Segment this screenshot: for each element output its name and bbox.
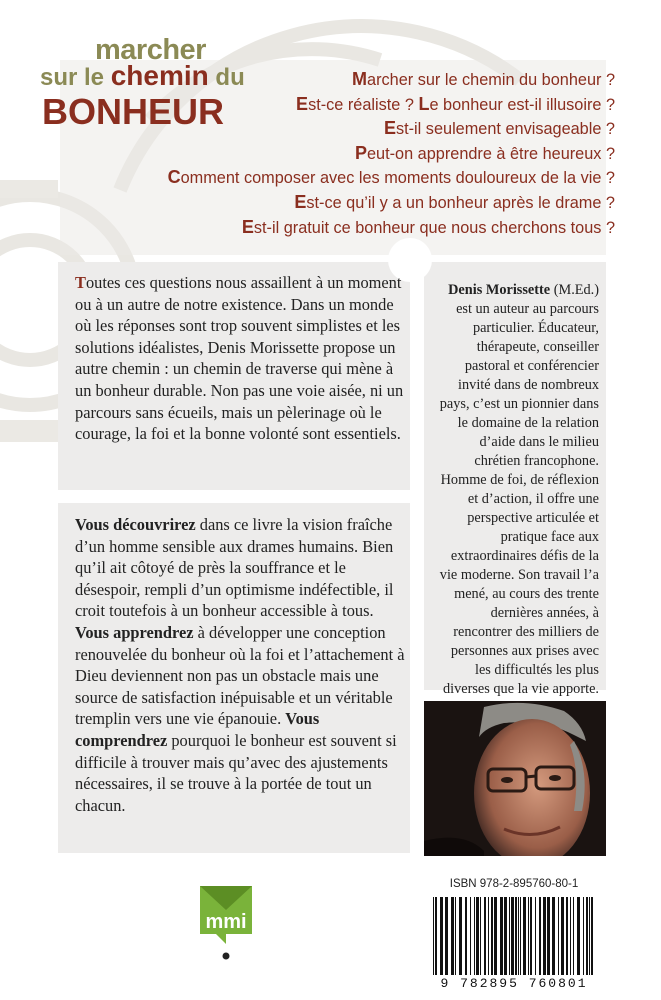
publisher-logo-text: mmi xyxy=(205,911,247,933)
question-item: Est-ce qu’il y a un bonheur après le drame ? xyxy=(294,191,615,212)
barcode-bar xyxy=(543,897,546,975)
barcode-bar xyxy=(586,897,588,975)
publisher-logo xyxy=(196,884,256,964)
barcode-bar xyxy=(535,897,536,975)
barcode-bar xyxy=(484,897,486,975)
question-item: Marcher sur le chemin du bonheur ? xyxy=(352,69,615,89)
barcode-bar xyxy=(558,897,559,975)
question-list xyxy=(168,68,615,240)
barcode-number: 9 782895 760801 xyxy=(440,976,588,991)
barcode-bar xyxy=(451,897,454,975)
barcode-bar xyxy=(494,897,497,975)
question-item: Peut-on apprendre à être heureux ? xyxy=(354,142,615,163)
barcode-bar xyxy=(570,897,571,975)
barcode-bar xyxy=(491,897,493,975)
barcode-bar xyxy=(523,897,526,975)
barcode-bar xyxy=(511,897,514,975)
barcode-bar xyxy=(435,897,437,975)
barcode xyxy=(423,895,605,977)
barcode-bar xyxy=(440,897,443,975)
barcode-bar xyxy=(480,897,481,975)
barcode-bar xyxy=(566,897,568,975)
barcode-bar xyxy=(515,897,517,975)
barcode-bar xyxy=(474,897,475,975)
title-line-3: BONHEUR xyxy=(42,91,225,132)
barcode-bar xyxy=(455,897,456,975)
question-item: Est-il gratuit ce bonheur que nous cherchons tous ? xyxy=(241,216,615,237)
intro-paragraph: Toutes ces questions nous assaillent à un moment ou à un autre de notre existence. Dans un monde où les réponses sont trop souvent simplistes et les solutions idéalistes, Denis Morissette propose un autre chemin : un chemin de traverse qui mène à un bonheur durable. Non pas une voie aisée, ni un parcours sans écueils, mais un pèlerinage où le courage, la foi et la bonne volonté sont essentiels. xyxy=(75,273,404,444)
barcode-bar xyxy=(561,897,564,975)
question-item: Comment composer avec les moments douloureux de la vie ? xyxy=(167,167,615,188)
barcode-bar xyxy=(528,897,529,975)
barcode-bar xyxy=(509,897,510,975)
barcode-bar xyxy=(583,897,584,975)
barcode-bar xyxy=(573,897,574,975)
barcode-bar xyxy=(591,897,593,975)
barcode-bar xyxy=(488,897,489,975)
barcode-bar xyxy=(547,897,550,975)
title-line-2: sur le chemin du xyxy=(40,60,245,91)
question-item: Est-il seulement envisageable ? xyxy=(383,118,615,139)
barcode-bar xyxy=(539,897,541,975)
barcode-bar xyxy=(518,897,519,975)
barcode-bar xyxy=(520,897,521,975)
author-photo xyxy=(424,701,606,856)
barcode-bar xyxy=(433,897,434,975)
barcode-bar xyxy=(552,897,555,975)
barcode-bar xyxy=(504,897,507,975)
title-line-1: marcher xyxy=(95,34,206,66)
barcode-bar xyxy=(476,897,479,975)
barcode-bar xyxy=(577,897,580,975)
author-bio: Denis Morissette (M.Ed.) est un auteur au parcours particulier. Éducateur, thérapeute, conseiller pastoral et conférencier invité dans de nombreux pays, c’est un pionnier dans le domaine de la relation d’aide dans le milieu chrétien francophone. Homme de foi, de réflexion et d’action, il offre une perspective articulée et pratique face aux extraordinaires défis de la vie moderne. Son travail l’a mené, au cours des trente dernières années, à rencontrer des milliers de personnes aux prises avec les difficultés les plus diverses que la vie apporte. xyxy=(439,282,599,697)
question-item: Est-ce réaliste ? Le bonheur est-il illusoire ? xyxy=(296,93,615,114)
barcode-bar xyxy=(459,897,462,975)
barcode-bar xyxy=(530,897,532,975)
isbn-label: ISBN 978-2-895760-80-1 xyxy=(449,878,579,890)
body-paragraph: Vous découvrirez dans ce livre la vision fraîche d’un homme sensible aux drames humains. Bien qu’il ait côtoyé de près la souffrance et le désespoir, rempli d’un optimisme indéfectible, il croit toutefois à un bonheur accessible à tous. Vous apprendrez à développer une conception renouvelée du bonheur où la foi et l’attachement à Dieu deviennent non pas un obstacle mais une source de satisfaction inépuisable et un véritable tremplin vers une vie épanouie. Vous comprendrez pourquoi le bonheur est souvent si difficile à trouver mais qu’avec des ajustements nécessaires, il se trouve à la portée de tout un chacun. xyxy=(75,515,405,815)
barcode-bar xyxy=(445,897,448,975)
barcode-bar xyxy=(589,897,590,975)
barcode-bar xyxy=(470,897,471,975)
barcode-bar xyxy=(500,897,503,975)
barcode-bar xyxy=(465,897,467,975)
author-name: Denis Morissette xyxy=(448,282,551,298)
